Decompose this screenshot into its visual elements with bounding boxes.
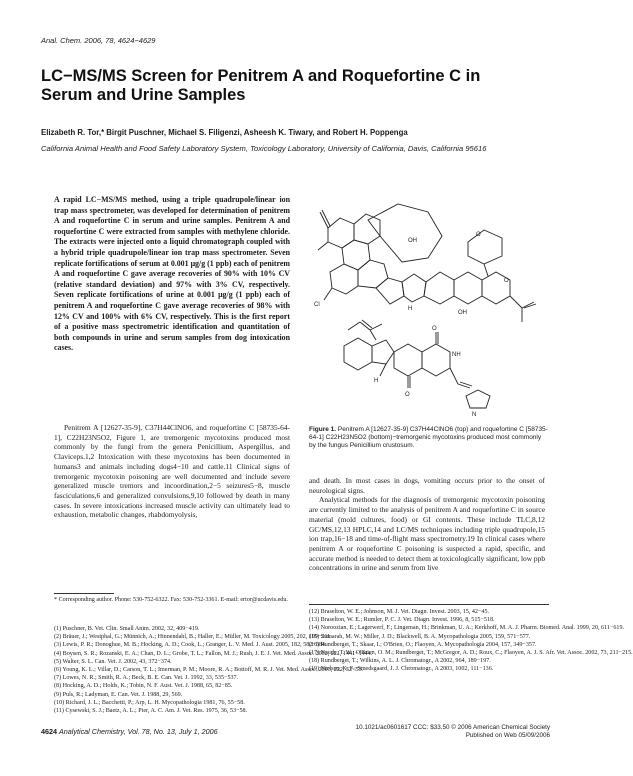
roquefortine-n-label: N (472, 412, 477, 418)
penitrem-cl-label: Cl (314, 302, 320, 308)
reference-item: (1) Puschner, B. Vet. Clin. Small Anim. 2002, 32, 409−419. (54, 626, 200, 632)
references-right (309, 608, 633, 674)
reference-item: (14) Noroozian, E.; Lagerwerf, F.; Lingeman, H.; Brinkman, U. A.; Kerkhoff, M. A. J. Pharm. Biomed. Anal. 1999, 20, 611−619. (309, 625, 625, 632)
footnote-rule (54, 593, 114, 594)
author-list: Elizabeth R. Tor,* Birgit Puschner, Michael S. Filigenzi, Asheesh K. Tiwary, and Robert H. Poppenga (41, 128, 408, 137)
reference-item: (3) Lewis, P. R.; Donoghue, M. B.; Hocking, A. D.; Cook, L.; Granger, L. V. Med. J. Aust. 2005, 182, 582−584. (54, 642, 327, 649)
reference-item: (6) Young, K. L.; Villar, D.; Carson, T. L.; Imerman, P. M.; Moore, R. A.; Bottoff, M. R. J. Vet. Med. Assoc. 2003, 222, 52−53. (54, 667, 364, 674)
page-number: 4624 (41, 727, 57, 736)
right-paragraph-1: and death. In most cases in dogs, vomiting occurs prior to the onset of neurological signs. (309, 476, 545, 495)
penitrem-o-label-2: O (504, 278, 509, 284)
references-left (54, 625, 373, 715)
reference-item: (15) Sumarah, M. W.; Miller, J. D.; Blackwell, B. A. Mycopathologia 2005, 159, 571−577. (309, 633, 531, 640)
journal-issue: Analytical Chemistry, Vol. 78, No. 13, July 1, 2006 (59, 727, 218, 736)
reference-item: (18) Rundberget, T.; Wilkins, A. L. J. Chromatogr., A 2002, 964, 189−197. (309, 658, 491, 665)
roquefortine-c-structure (344, 320, 490, 408)
roquefortine-o-label-1: O (432, 326, 437, 332)
page-footer-left (41, 727, 218, 736)
roquefortine-nh-label: NH (452, 352, 461, 358)
page-footer-right (340, 724, 550, 740)
reference-item: (8) Hocking, A. D.; Holds, K.; Tobin, N. F. Aust. Vet. J. 1988, 65, 82−85. (54, 683, 233, 690)
right-column-body (309, 476, 545, 573)
figure-1-structures (308, 190, 548, 420)
penitrem-nh-label: H (408, 306, 413, 312)
roquefortine-h-label: H (374, 378, 379, 384)
reference-item: (7) Lowes, N. R.; Smith, R. A.; Beck, B. E. Can. Vet. J. 1992, 33, 535−537. (54, 675, 239, 682)
figure-caption-label: Figure 1. (309, 426, 337, 433)
reference-item: (4) Boysen, S. R.; Rozanski, E. A.; Chan, D. L.; Grobe, T. L.; Fallon, M. J.; Rush, J. E. J. Vet. Med. Assoc. 2002, 221, 1441−1444. (54, 650, 373, 657)
introduction-paragraph: Penitrem A [12627-35-9], C37H44ClNO6, and roquefortine C [58735-64-1], C22H23N5O2, Figure 1, are tremorgenic mycotoxins produced most commonly by the fungi from the genera Penicillium, Aspergillus, and Claviceps.1,2 Intoxication with these mycotoxins has been documented in humans3 and animals including dogs4−10 and cattle.11 Clinical signs of tremorgenic mycotoxin poisoning are well documented and include severe generalized muscle tremors and incoordination,2−5 seizures5−8, muscle fasciculations,6 and generalized convulsions,9,10 followed by death in many cases. In severe intoxications increased muscle activity can ultimately lead to exhaustion, metabolic changes, rhabdomyolysis, (54, 423, 290, 520)
reference-item: (10) Richard, J. L.; Bacchetti, P.; Arp, L. H. Mycopathologia 1981, 76, 55−58. (54, 699, 245, 706)
figure-caption (309, 426, 549, 451)
reference-item: (13) Braselton, W. E.; Rumler, P. C. J. Vet. Diagn. Invest. 1996, 8, 515−518. (309, 617, 495, 624)
penitrem-a-structure (318, 204, 536, 322)
references-rule (309, 604, 549, 605)
reference-item: (12) Braselton, W. E.; Johnson, M. J. Vet. Diagn. Invest. 2003, 15, 42−45. (309, 609, 490, 615)
journal-reference: Anal. Chem. 2006, 78, 4624−4629 (41, 36, 156, 45)
roquefortine-o-label-2: O (405, 392, 410, 398)
reference-item: (11) Cysewski, S. J.; Baetz, A. L.; Pier, A. C. Am. J. Vet. Res. 1975, 36, 53−58. (54, 708, 248, 715)
reference-item: (16) Rundberget, T.; Skaar, I.; O'Brien, O.; Flaoyen, A. Mycopathologia 2004, 157, 349−357. (309, 641, 537, 648)
reference-item: (19) Nielsen, K. F.; Smedsgaard, J. J. Chromatogr., A 2003, 1002, 111−136. (309, 666, 494, 673)
corresponding-author-note: * Corresponding author. Phone: 530-752-6322. Fax: 530-752-3361. E-mail: ertor@ucdavis.edu. (54, 597, 288, 603)
reference-item: (9) Puls, R.; Ladyman, E. Can. Vet. J. 1988, 29, 569. (54, 691, 183, 698)
reference-item: (5) Walter, S. L. Can. Vet. J. 2002, 43, 372−374. (54, 658, 172, 665)
right-paragraph-2: Analytical methods for the diagnosis of tremorgenic mycotoxin poisoning are currently limited to the analysis of penitrem A and roquefortine C in source material (mold cultures, food) or GI contents. These include TLC,8,12 GC/MS,12,13 HPLC,14 and LC/MS techniques including triple quadrupole,15 ion trap,16−18 and time-of-flight mass spectrometry.19 In clinical cases where penitrem A or roquefortine C poisoning is suspected a rapid, specific, and accurate method is needed to detect them at toxicologically significant, low ppb concentrations in urine and serum from live (309, 495, 546, 573)
affiliation: California Animal Health and Food Safety Laboratory System, Toxicology Laboratory, University of California, Davis, California 95616 (41, 144, 487, 153)
reference-item: (2) Bräuer, J.; Westphal, G.; Münnich, A.; Hinnendahl, B.; Haller, E.; Müller, M. Toxicology 2005, 202, 199−211. (54, 634, 332, 641)
abstract: A rapid LC−MS/MS method, using a triple quadrupole/linear ion trap mass spectrometer, was developed for determination of penitrem A and roquefortine C in serum and urine samples. Penitrem A and roquefortine C were extracted from samples with methylene chloride. The extracts were injected onto a liquid chromatograph coupled with a hybrid triple quadrupole/linear ion trap mass spectrometer. Seven replicate fortifications of serum at 0.001 μg/g (1 ppb) each of penitrem A and roquefortine C gave average recoveries of 90% with 10% CV (relative standard deviation) and 97% with 3% CV, respectively. Seven replicate fortifications of urine at 0.001 μg/g (1 ppb) each of penitrem A and roquefortine C gave average recoveries of 98% with 12% CV and 100% with 6% CV, respectively. This is the first report of a positive mass spectrometric identification and quantitation of both compounds in urine and serum samples from dog intoxication cases. (54, 195, 290, 353)
figure-caption-text: Penitrem A [12627-35-9] C37H44ClNO6 (top) and roquefortine C [58735-64-1] C22H23N5O2 (bottom)−tremorgenic mycotoxins produced most commonly by the fungus Penicillium crustosum. (309, 426, 548, 450)
article-title: LC−MS/MS Screen for Penitrem A and Roquefortine C in Serum and Urine Samples (41, 67, 481, 104)
penitrem-oh-label-2: OH (458, 310, 467, 316)
doi-line: 10.1021/ac0601617 CCC: $33.50 © 2006 American Chemical Society (355, 724, 550, 731)
reference-item: (17) Naude, T. W.; O'Brien, O. M.; Rundberget, T.; McGregor, A. D.; Roux, C.; Flaoyen, A. J. S. Afr. Vet. Assoc. 2002, 73, 211−215. (309, 650, 633, 657)
penitrem-o-label: O (476, 232, 481, 238)
penitrem-oh-label-1: OH (408, 238, 417, 244)
published-line: Published on Web 05/09/2006 (465, 732, 550, 739)
